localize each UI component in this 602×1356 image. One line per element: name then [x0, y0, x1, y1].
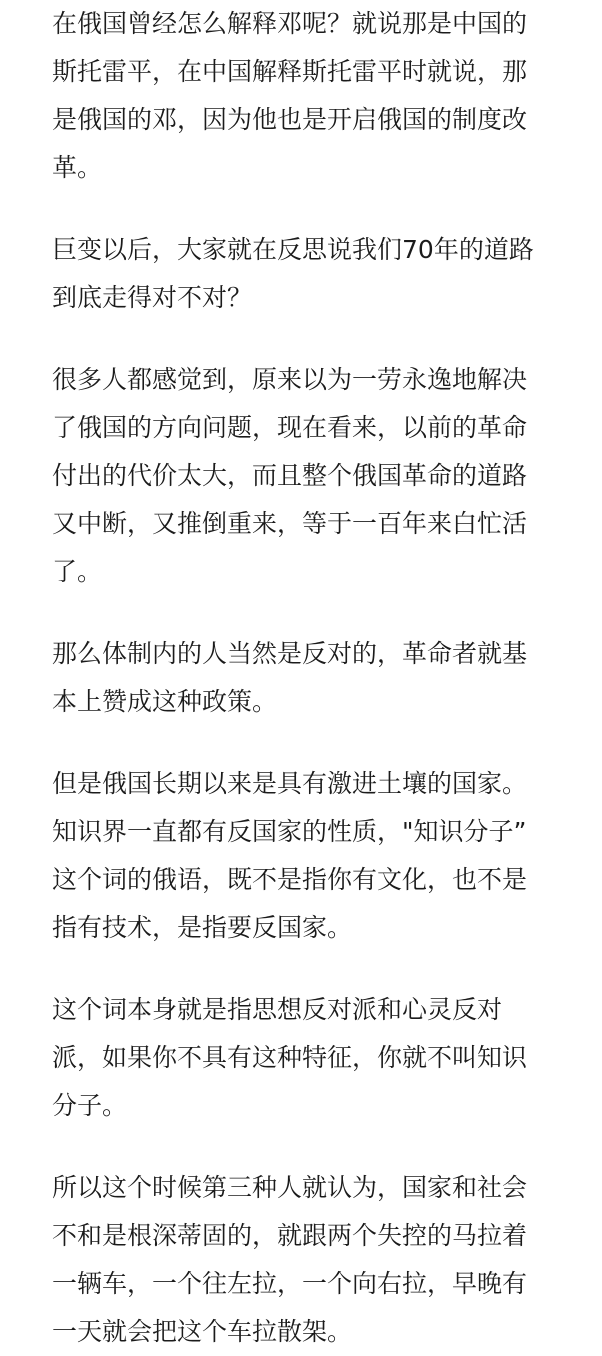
text-line: 指有技术，是指要反国家。	[52, 913, 353, 942]
article-body	[52, 0, 572, 1356]
paragraph-gap	[52, 726, 572, 760]
paragraph-6	[52, 986, 572, 1130]
text-line: 本上赞成这种政策。	[52, 687, 278, 716]
paragraph-1	[52, 0, 572, 192]
text-line: 很多人都感觉到，原来以为一劳永逸地解决	[52, 365, 528, 394]
text-line: 这个词本身就是指思想反对派和心灵反对	[52, 995, 503, 1024]
paragraph-4	[52, 630, 572, 726]
paragraph-gap	[52, 192, 572, 226]
text-line: 派，如果你不具有这种特征，你就不叫知识	[52, 1043, 528, 1072]
text-line: 革。	[52, 153, 103, 182]
paragraph-7	[52, 1164, 572, 1356]
paragraph-gap	[52, 952, 572, 986]
text-line: 那么体制内的人当然是反对的，革命者就基	[52, 639, 528, 668]
text-line: 斯托雷平，在中国解释斯托雷平时就说，那	[52, 57, 528, 86]
text-line: 但是俄国长期以来是具有激进土壤的国家。	[52, 769, 528, 798]
text-line: 所以这个时候第三种人就认为，国家和社会	[52, 1173, 528, 1202]
text-line: 了俄国的方向问题，现在看来，以前的革命	[52, 413, 528, 442]
text-line: 到底走得对不对？	[52, 283, 253, 312]
text-line: 在俄国曾经怎么解释邓呢？就说那是中国的	[52, 9, 528, 38]
text-line: 这个词的俄语，既不是指你有文化，也不是	[52, 865, 528, 894]
text-line: 分子。	[52, 1091, 128, 1120]
text-line: 了。	[52, 557, 103, 586]
text-line: 巨变以后，大家就在反思说我们70年的道路	[52, 235, 534, 264]
text-line: 一天就会把这个车拉散架。	[52, 1317, 353, 1346]
text-line: 付出的代价太大，而且整个俄国革命的道路	[52, 461, 528, 490]
text-line: 又中断，又推倒重来，等于一百年来白忙活	[52, 509, 528, 538]
text-line: 不和是根深蒂固的，就跟两个失控的马拉着	[52, 1221, 528, 1250]
paragraph-gap	[52, 322, 572, 356]
paragraph-5	[52, 760, 572, 952]
text-line: 是俄国的邓，因为他也是开启俄国的制度改	[52, 105, 528, 134]
text-line: 知识界一直都有反国家的性质，"知识分子”	[52, 817, 527, 846]
text-line: 一辆车，一个往左拉，一个向右拉，早晚有	[52, 1269, 528, 1298]
paragraph-gap	[52, 596, 572, 630]
paragraph-3	[52, 356, 572, 596]
paragraph-gap	[52, 1130, 572, 1164]
paragraph-2	[52, 226, 572, 322]
